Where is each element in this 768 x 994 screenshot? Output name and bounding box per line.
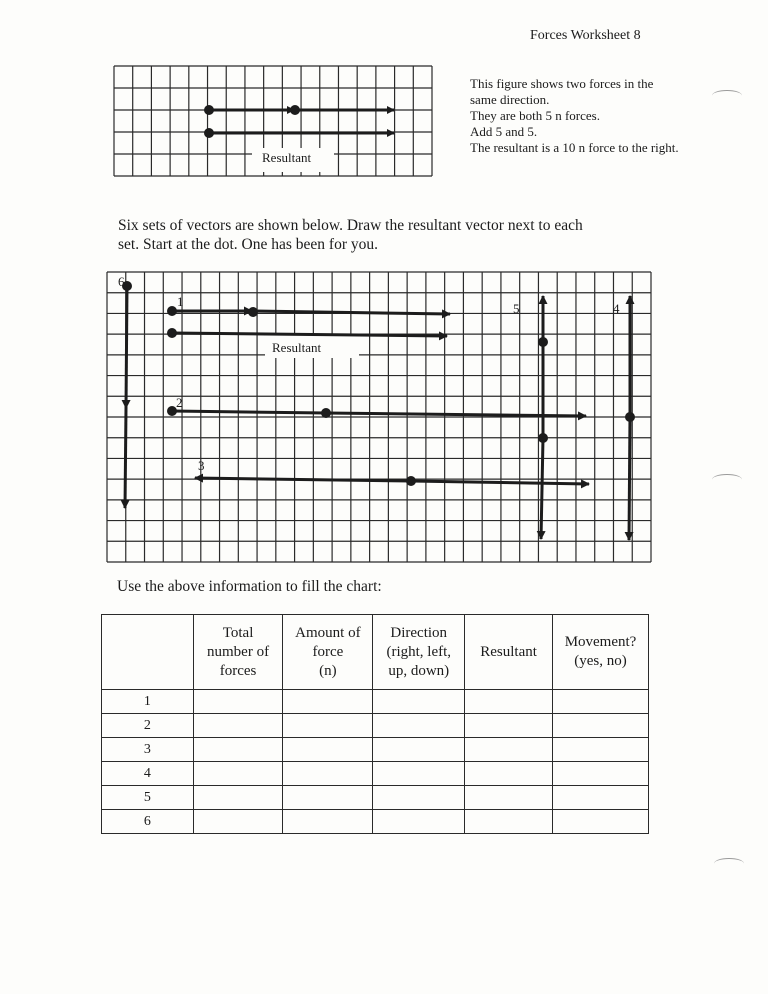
answer-cell[interactable]	[553, 714, 649, 738]
example-line-1: This figure shows two forces in the	[470, 76, 654, 91]
set-4-vector-down	[629, 417, 630, 540]
example-start-dot	[204, 105, 214, 115]
set-1-resultant-label: Resultant	[272, 340, 322, 355]
punch-mark	[712, 90, 742, 101]
set-1-resultant	[172, 333, 447, 336]
worksheet-title: Forces Worksheet 8	[530, 28, 641, 43]
set-3-vector-right	[411, 481, 589, 484]
set-3-start-dot	[406, 476, 416, 486]
chart-header-total-forces: Total number of forces	[193, 615, 283, 690]
set-1-start-dot	[167, 306, 177, 316]
instructions	[118, 216, 658, 254]
set-5-lower-dot	[538, 433, 548, 443]
chart-instruction: Use the above information to fill the chart:	[117, 578, 382, 595]
answer-cell[interactable]	[193, 762, 283, 786]
answer-cell[interactable]	[465, 786, 553, 810]
answer-cell[interactable]	[283, 714, 373, 738]
example-line-5: The resultant is a 10 n force to the right.	[470, 140, 679, 155]
example-line-4: Add 5 and 5.	[470, 124, 538, 139]
chart-header-resultant: Resultant	[465, 615, 553, 690]
set-1-mid-dot	[248, 307, 258, 317]
set-6-vector-down-a	[126, 286, 127, 408]
answer-cell[interactable]	[283, 690, 373, 714]
set-5-upper-dot	[538, 337, 548, 347]
chart-header-blank	[102, 615, 194, 690]
instructions-line-1: Six sets of vectors are shown below. Draw the resultant vector next to each	[118, 217, 583, 234]
answer-cell[interactable]	[465, 738, 553, 762]
row-number: 3	[102, 738, 194, 762]
answer-cell[interactable]	[193, 738, 283, 762]
set-label-5: 5	[513, 301, 520, 316]
example-description	[470, 76, 720, 156]
row-number: 4	[102, 762, 194, 786]
answer-cell[interactable]	[553, 810, 649, 834]
vector-sets-grid	[107, 272, 651, 564]
example-resultant-dot	[204, 128, 214, 138]
answer-cell[interactable]	[283, 738, 373, 762]
example-resultant-label: Resultant	[262, 150, 312, 165]
answer-cell[interactable]	[553, 690, 649, 714]
table-row	[102, 738, 649, 762]
answer-cell[interactable]	[465, 714, 553, 738]
answer-chart	[101, 614, 649, 834]
answer-cell[interactable]	[465, 810, 553, 834]
table-row	[102, 690, 649, 714]
row-number: 5	[102, 786, 194, 810]
answer-cell[interactable]	[373, 762, 465, 786]
set-label-4: 4	[613, 301, 620, 316]
example-line-2: same direction.	[470, 92, 550, 107]
example-line-3: They are both 5 n forces.	[470, 108, 600, 123]
set-4-start-dot	[625, 412, 635, 422]
answer-cell[interactable]	[193, 810, 283, 834]
set-2-mid-dot	[321, 408, 331, 418]
answer-cell[interactable]	[373, 690, 465, 714]
answer-cell[interactable]	[553, 762, 649, 786]
chart-header-movement: Movement? (yes, no)	[553, 615, 649, 690]
answer-cell[interactable]	[283, 786, 373, 810]
table-row	[102, 810, 649, 834]
set-2-vector-b	[326, 413, 586, 416]
chart-header-direction: Direction (right, left, up, down)	[373, 615, 465, 690]
set-1-resultant-dot	[167, 328, 177, 338]
set-label-6: 6	[118, 274, 125, 289]
chart-header-amount: Amount of force (n)	[283, 615, 373, 690]
set-label-2: 2	[176, 395, 183, 410]
answer-cell[interactable]	[283, 810, 373, 834]
answer-cell[interactable]	[193, 690, 283, 714]
answer-cell[interactable]	[465, 690, 553, 714]
row-number: 6	[102, 810, 194, 834]
table-row	[102, 762, 649, 786]
answer-cell[interactable]	[283, 762, 373, 786]
set-2-vector-a	[172, 411, 326, 413]
answer-cell[interactable]	[193, 714, 283, 738]
table-row	[102, 786, 649, 810]
example-mid-dot	[290, 105, 300, 115]
table-row	[102, 714, 649, 738]
answer-cell[interactable]	[553, 786, 649, 810]
answer-cell[interactable]	[373, 810, 465, 834]
answer-cell[interactable]	[553, 738, 649, 762]
set-label-3: 3	[198, 458, 205, 473]
example-vector-grid	[114, 66, 432, 178]
row-number: 2	[102, 714, 194, 738]
instructions-line-2: set. Start at the dot. One has been for you.	[118, 236, 378, 253]
answer-cell[interactable]	[373, 714, 465, 738]
answer-cell[interactable]	[373, 786, 465, 810]
answer-cell[interactable]	[193, 786, 283, 810]
set-label-1: 1	[177, 294, 184, 309]
row-number: 1	[102, 690, 194, 714]
punch-mark	[714, 858, 744, 869]
set-3-vector-left	[195, 478, 411, 481]
set-5-vector-down	[541, 438, 543, 539]
answer-cell[interactable]	[465, 762, 553, 786]
answer-cell[interactable]	[373, 738, 465, 762]
punch-mark	[712, 474, 742, 485]
chart-header-row	[102, 615, 649, 690]
set-6-vector-down-b	[125, 408, 126, 508]
